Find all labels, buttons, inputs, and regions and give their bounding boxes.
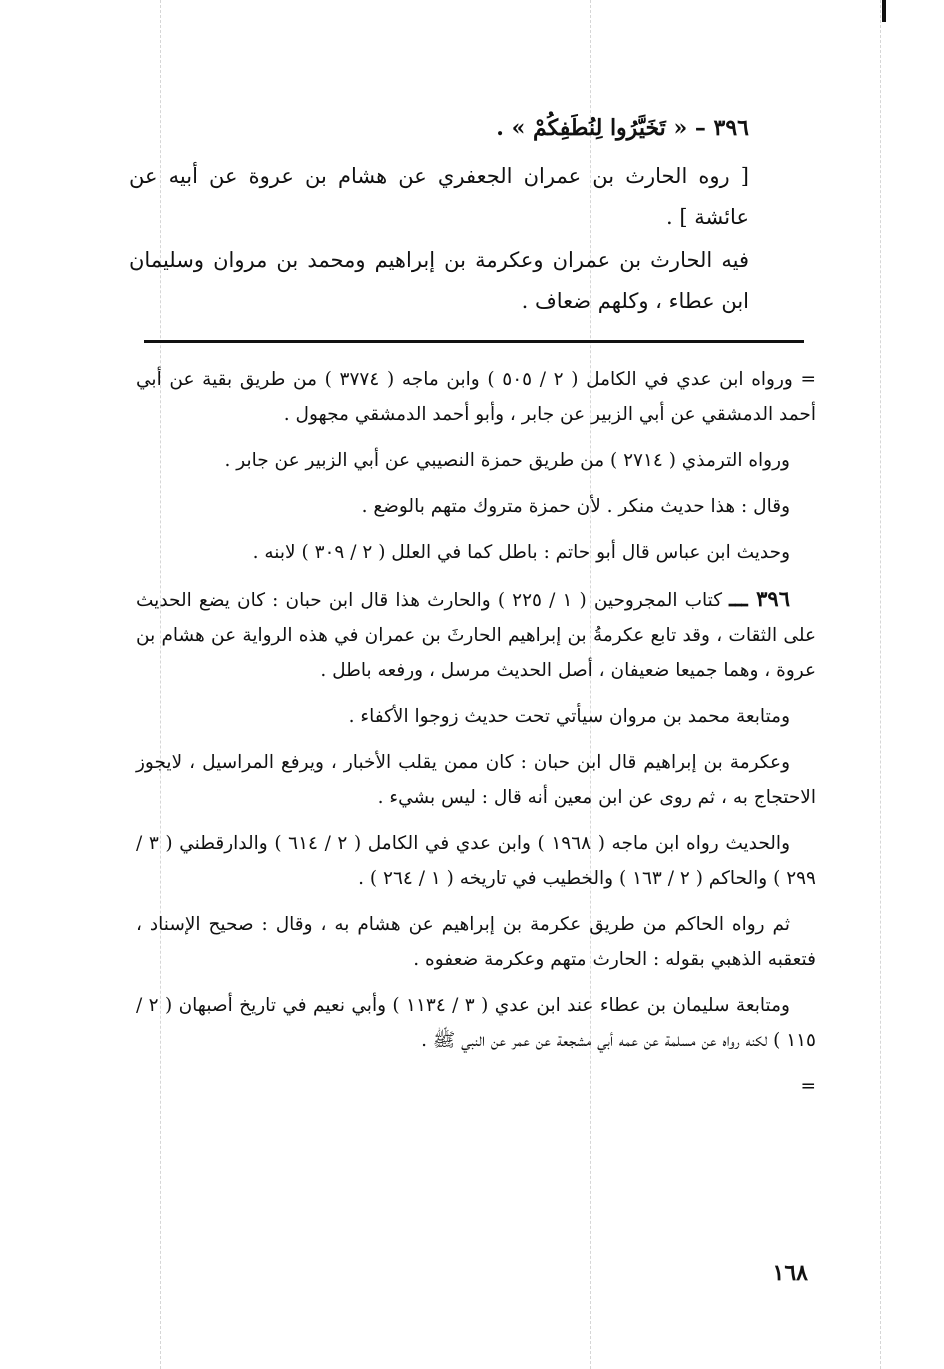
hadith-narration: [ روه الحارث بن عمران الجعفري عن هشام بن عروة عن أبيه عن عائشة ] . <box>129 164 749 229</box>
scan-corner-mark <box>882 0 886 22</box>
footnote-paragraph: وقال : هذا حديث منكر . لأن حمزة متروك متهم بالوضع . <box>361 496 790 517</box>
page-number: ١٦٨ <box>772 1260 808 1286</box>
footnote-text: كتاب المجروحين ( ١ / ٢٢٥ ) والحارث هذا قال ابن حبان : كان يضع الحديث على الثقات ، وقد تابع عكرمةُ بن إبراهيم الحارثَ بن عمران في هذه الرواية عن هشام بن عروة ، وهما جميعا ضعيفان ، أصل الحديث مرسل ، ورفعه باطل . <box>136 590 816 681</box>
footnote-paragraph-396 <box>136 581 816 688</box>
footnote-paragraph: ثم رواه الحاكم من طريق عكرمة بن إبراهيم عن هشام به ، وقال : صحيح الإسناد ، فتعقبه الذهبي بقوله : الحارث متهم وعكرمة ضعفوه . <box>136 914 816 970</box>
footnote-paragraph: ومتابعة سليمان بن عطاء عند ابن عدي ( ٣ / ١١٣٤ ) وأبي نعيم في تاريخ أصبهان ( ٢ / ١١٥ ) لكنه رواه عن مسلمة عن عمه أبي مشجعة عن عمر عن النبي ﷺ . <box>136 995 816 1051</box>
scan-artifact-line <box>880 0 881 1369</box>
hadith-heading <box>129 108 749 148</box>
continuation-mark: = <box>800 1076 816 1097</box>
footnote-paragraph: ومتابعة محمد بن مروان سيأتي تحت حديث زوجوا الأكفاء . <box>348 706 790 727</box>
footnote-paragraph: = ورواه ابن عدي في الكامل ( ٢ / ٥٠٥ ) وابن ماجه ( ٣٧٧٤ ) من طريق بقية عن أبي أحمد الدمشقي عن أبي الزبير عن جابر ، وأبو أحمد الدمشقي مجهول . <box>136 369 816 425</box>
hadith-title: « تَخَيَّرُوا لِنُطَفِكُمْ » . <box>496 115 688 141</box>
footnote-separator <box>144 340 804 343</box>
footnotes-section <box>136 362 816 1115</box>
footnote-paragraph: ورواه الترمذي ( ٢٧١٤ ) من طريق حمزة النصيبي عن أبي الزبير عن جابر . <box>224 450 790 471</box>
footnote-paragraph: والحديث رواه ابن ماجه ( ١٩٦٨ ) وابن عدي في الكامل ( ٢ / ٦١٤ ) والدارقطني ( ٣ / ٢٩٩ ) والحاكم ( ٢ / ١٦٣ ) والخطيب في تاريخه ( ١ / ٢٦٤ ) . <box>136 833 816 889</box>
hadith-number: ٣٩٦ – <box>694 115 749 141</box>
footnote-paragraph: وحديث ابن عباس قال أبو حاتم : باطل كما في العلل ( ٢ / ٣٠٩ ) لابنه . <box>252 542 790 563</box>
footnote-number: ٣٩٦ ـــ <box>729 586 790 611</box>
footnote-paragraph: وعكرمة بن إبراهيم قال ابن حبان : كان ممن يقلب الأخبار ، ويرفع المراسيل ، لايجوز الاحتجاج به ، ثم روى عن ابن معين أنه قال : ليس بشيء . <box>136 752 816 808</box>
hadith-commentary: فيه الحارث بن عمران وعكرمة بن إبراهيم ومحمد بن مروان وسليمان ابن عطاء ، وكلهم ضعاف . <box>129 248 749 313</box>
